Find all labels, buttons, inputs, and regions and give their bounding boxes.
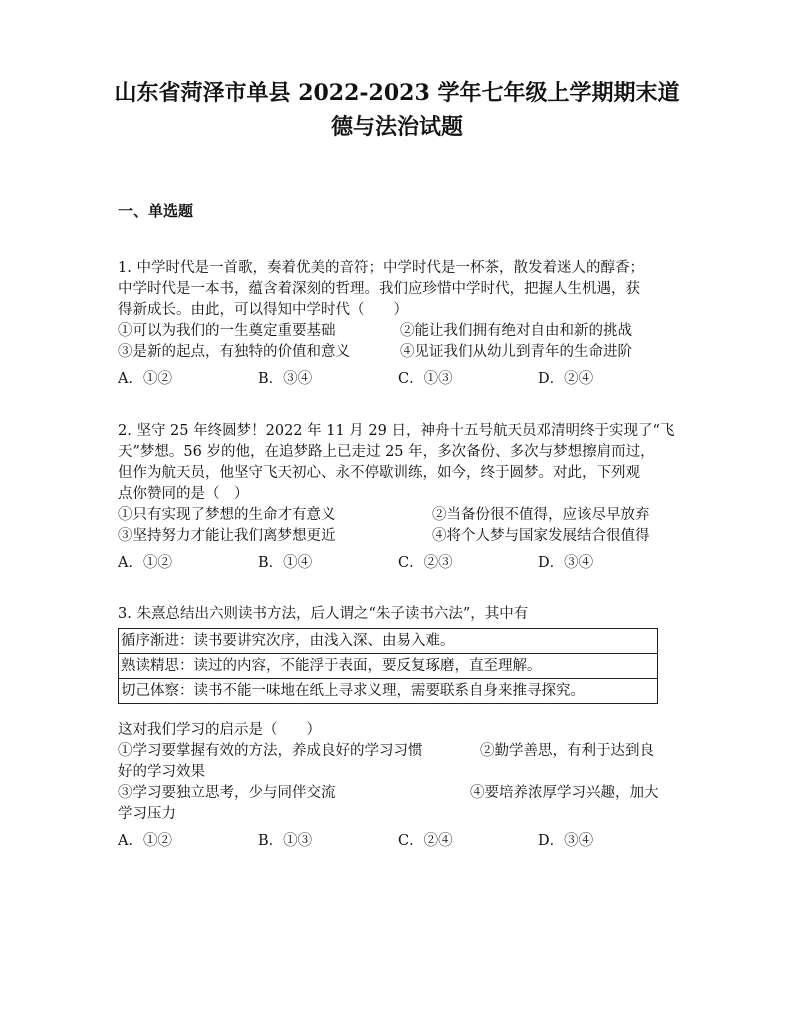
document-title [0,76,794,144]
option-d[interactable]: D．③④ [538,555,594,571]
question-2 [118,421,678,574]
question-prompt: 这对我们学习的启示是（ ） [118,722,321,738]
option-b[interactable]: B．①③ [258,833,313,849]
statement-3: ③坚持努力才能让我们离梦想更近 [118,528,336,544]
question-stem-line: 2. 坚守 25 年终圆梦！2022 年 11 月 29 日，神舟十五号航天员邓清明终于实现了“飞 [118,423,675,439]
title-line-2: 德与法治试题 [330,114,463,140]
answer-options [118,553,678,574]
option-d[interactable]: D．②④ [538,371,594,387]
question-stem-line: 但作为航天员，他坚守飞天初心、永不停歇训练，如今，终于圆梦。对此，下列观 [118,465,640,481]
statement-1: ①可以为我们的一生奠定重要基础 [118,323,336,339]
statement-2-continued: 好的学习效果 [118,764,205,780]
answer-options [118,831,678,852]
statement-1: ①学习要掌握有效的方法，养成良好的学习习惯 [118,743,423,759]
question-stem-line: 得新成长。由此，可以得知中学时代（ ） [118,302,408,318]
option-c[interactable]: C．②④ [398,833,453,849]
statement-2: ②勤学善思，有利于达到良 [480,743,654,759]
question-3 [118,604,678,852]
question-stem-line: 3. 朱熹总结出六则读书方法，后人谓之“朱子读书六法”，其中有 [118,606,529,622]
option-a[interactable]: A．①② [118,371,172,387]
title-line-1: 山东省菏泽市单县 2022-2023 学年七年级上学期期末道 [114,80,680,106]
table-cell: 切己体察：读书不能一味地在纸上寻求义理，需要联系自身来推寻探究。 [119,679,658,704]
statement-1: ①只有实现了梦想的生命才有意义 [118,507,336,523]
table-row [119,679,658,704]
table-row [119,629,658,654]
statement-4: ④将个人梦与国家发展结合很值得 [432,528,650,544]
section-heading: 一、单选题 [118,202,194,220]
question-1 [118,258,678,390]
answer-options [118,369,678,390]
question-stem-line: 1. 中学时代是一首歌，奏着优美的音符；中学时代是一杯茶，散发着迷人的醇香； [118,260,644,276]
statement-2: ②当备份很不值得，应该尽早放弃 [432,507,650,523]
question-stem-line: 中学时代是一本书，蕴含着深刻的哲理。我们应珍惜中学时代，把握人生机遇，获 [118,281,640,297]
option-b[interactable]: B．①④ [258,555,313,571]
question-stem-line: 点你赞同的是（ ） [118,486,249,502]
table-row [119,654,658,679]
option-d[interactable]: D．③④ [538,833,594,849]
option-c[interactable]: C．②③ [398,555,453,571]
reading-methods-table [118,628,658,704]
option-b[interactable]: B．③④ [258,371,313,387]
statement-4-continued: 学习压力 [118,806,176,822]
statement-4: ④要培养浓厚学习兴趣，加大 [470,785,659,801]
option-a[interactable]: A．①② [118,833,172,849]
statement-4: ④见证我们从幼儿到青年的生命进阶 [400,344,632,360]
option-a[interactable]: A．①② [118,555,172,571]
statement-3: ③学习要独立思考，少与同伴交流 [118,785,336,801]
option-c[interactable]: C．①③ [398,371,453,387]
table-cell: 循序渐进：读书要讲究次序，由浅入深、由易入难。 [119,629,658,654]
table-cell: 熟读精思：读过的内容，不能浮于表面，要反复琢磨，直至理解。 [119,654,658,679]
statement-3: ③是新的起点，有独特的价值和意义 [118,344,350,360]
statement-2: ②能让我们拥有绝对自由和新的挑战 [400,323,632,339]
question-stem-line: 天”梦想。56 岁的他，在追梦路上已走过 25 年，多次备份、多次与梦想擦肩而过， [118,444,655,460]
